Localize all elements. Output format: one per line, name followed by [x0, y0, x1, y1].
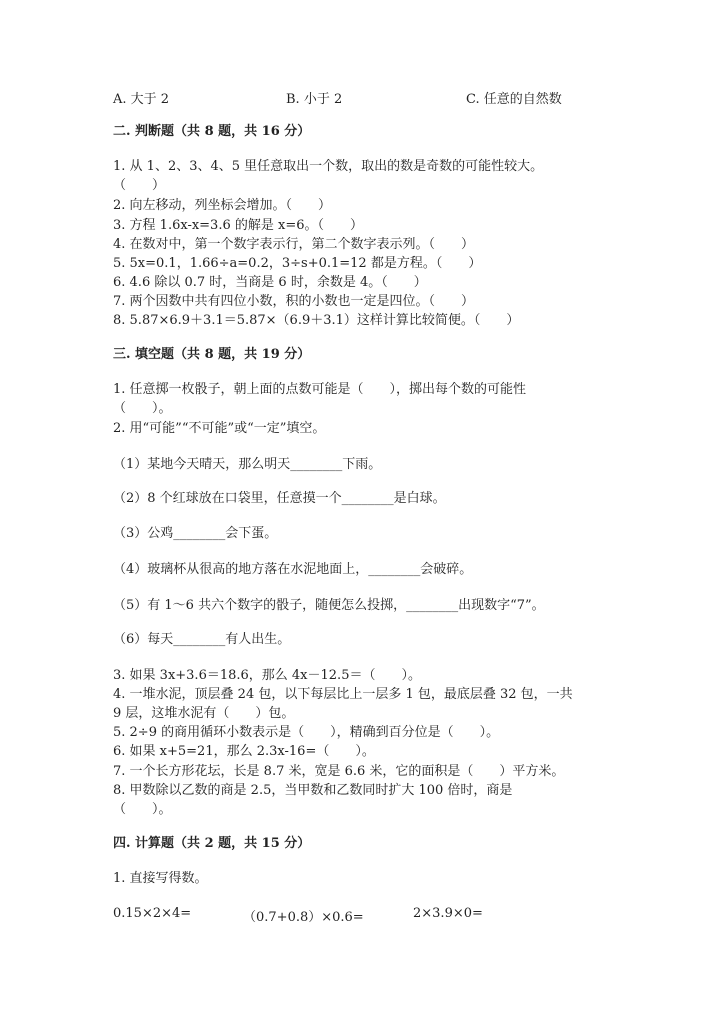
option-b: B. 小于 2: [286, 92, 343, 107]
calc-q1: 1. 直接写得数。: [113, 871, 208, 886]
judge-q5: 5. 5x=0.1，1.66÷a=0.2，3÷s+0.1=12 都是方程。（ ）: [113, 256, 482, 271]
judge-q4: 4. 在数对中，第一个数字表示行，第二个数字表示列。（ ）: [113, 237, 475, 252]
fill-q2: 2. 用“可能”“不可能”或“一定”填空。: [113, 421, 326, 436]
fill-q8: 8. 甲数除以乙数的商是 2.5，当甲数和乙数同时扩大 100 倍时，商是: [113, 783, 513, 798]
fill-q8-cont: （ ）。: [113, 802, 172, 817]
fill-q4-cont: 9 层，这堆水泥有（ ）包。: [113, 706, 295, 721]
fill-q2-sub2: （2）8 个红球放在口袋里，任意摸一个________是白球。: [113, 491, 446, 506]
fill-q2-sub6: （6）每天________有人出生。: [113, 632, 291, 647]
judge-q1: 1. 从 1、2、3、4、5 里任意取出一个数，取出的数是奇数的可能性较大。: [113, 159, 544, 174]
section-3-heading: 三. 填空题（共 8 题，共 19 分）: [113, 347, 311, 362]
fill-q6: 6. 如果 x+5=21，那么 2.3x-16=（ ）。: [113, 744, 375, 759]
judge-q8: 8. 5.87×6.9＋3.1＝5.87×（6.9＋3.1）这样计算比较简便。（ ）: [113, 313, 520, 328]
fill-q1-blank: （ ）。: [113, 401, 172, 416]
fill-q5: 5. 2÷9 的商用循环小数表示是（ ），精确到百分位是（ ）。: [113, 725, 500, 740]
judge-q7: 7. 两个因数中共有四位小数，积的小数也一定是四位。（ ）: [113, 294, 475, 309]
fill-q2-sub4: （4）玻璃杯从很高的地方落在水泥地面上，________会破碎。: [113, 562, 473, 577]
fill-q1: 1. 任意掷一枚骰子，朝上面的点数可能是（ ），掷出每个数的可能性: [113, 382, 527, 397]
judge-q6: 6. 4.6 除以 0.7 时，当商是 6 时，余数是 4。（ ）: [113, 275, 427, 290]
fill-q3: 3. 如果 3x+3.6＝18.6，那么 4x－12.5＝（ ）。: [113, 668, 421, 683]
section-4-heading: 四. 计算题（共 2 题，共 15 分）: [113, 836, 311, 851]
judge-q3: 3. 方程 1.6x-x=3.6 的解是 x=6。（ ）: [113, 218, 363, 233]
option-a: A. 大于 2: [113, 92, 170, 107]
judge-q1-blank: （ ）: [113, 178, 166, 193]
fill-q2-sub1: （1）某地今天晴天，那么明天________下雨。: [113, 457, 382, 472]
fill-q2-sub5: （5）有 1～6 共六个数字的骰子，随便怎么投掷，________出现数字“7”。: [113, 598, 545, 613]
section-2-heading: 二. 判断题（共 8 题，共 16 分）: [113, 124, 311, 139]
fill-q4: 4. 一堆水泥，顶层叠 24 包，以下每层比上一层多 1 包，最底层叠 32 包，一共: [113, 687, 573, 702]
calc-expr-3: 2×3.9×0=: [413, 906, 483, 921]
fill-q7: 7. 一个长方形花坛，长是 8.7 米，宽是 6.6 米，它的面积是（ ）平方米。: [113, 764, 565, 779]
fill-q2-sub3: （3）公鸡________会下蛋。: [113, 526, 278, 541]
calc-expr-1: 0.15×2×4=: [113, 906, 192, 921]
option-c: C. 任意的自然数: [466, 92, 562, 107]
judge-q2: 2. 向左移动，列坐标会增加。（ ）: [113, 198, 332, 213]
calc-expr-2: （0.7+0.8）×0.6=: [243, 910, 364, 925]
